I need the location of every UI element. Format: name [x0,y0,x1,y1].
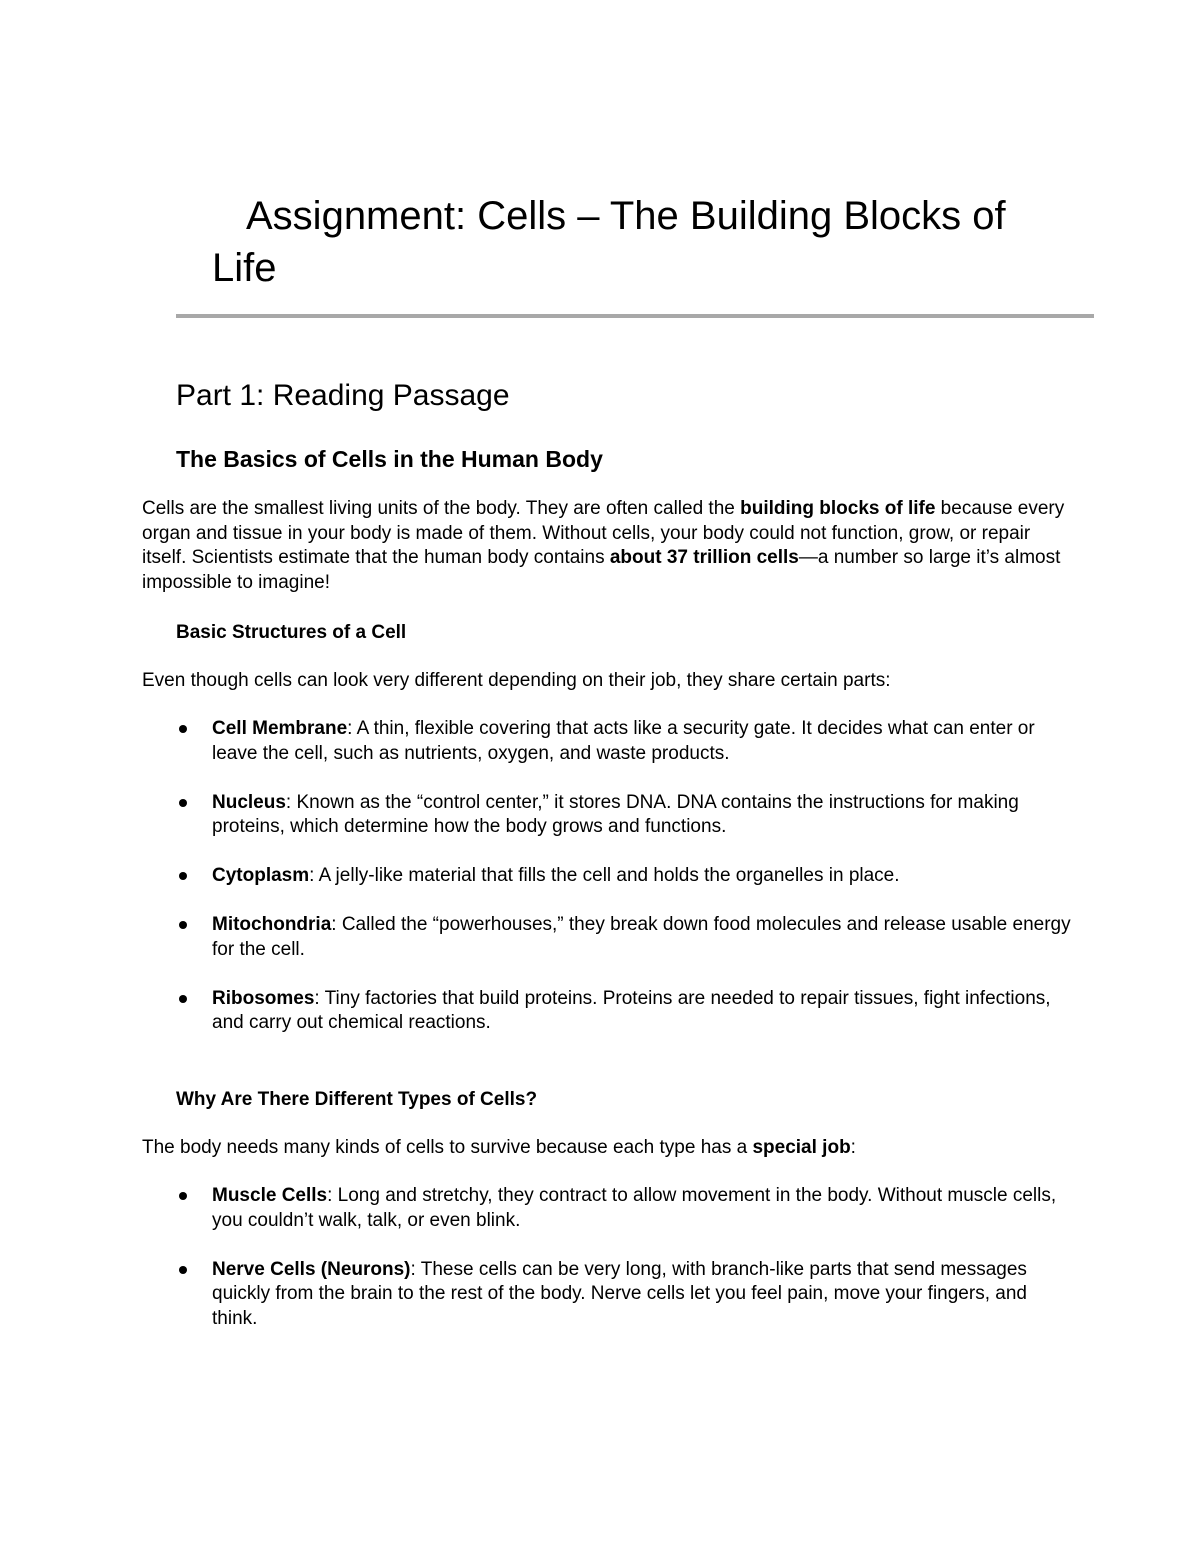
list-item [176,987,1076,1036]
title-divider [176,314,1094,318]
structures-list [176,717,1076,1060]
bullet-icon [179,921,187,929]
section-heading: The Basics of Cells in the Human Body [176,446,603,472]
intro-paragraph [142,497,1072,595]
bullet-icon [179,995,187,1003]
list-item-desc: : A jelly-like material that fills the cell and holds the organelles in place. [309,865,900,886]
bullet-icon [179,725,187,733]
types-heading: Why Are There Different Types of Cells? [176,1089,538,1110]
intro-bold-1: building blocks of life [740,498,936,519]
intro-text-2: because every organ and tissue in your body is made of them. Without cells, your body could not function, grow, or repair itself. Scientists estimate that the human body contains [142,498,1065,568]
list-item [176,913,1076,962]
types-intro-bold: special job [752,1137,851,1158]
list-item [176,1258,1076,1332]
bullet-icon [179,872,187,880]
bullet-icon [179,1266,187,1274]
bullet-icon [179,799,187,807]
list-item [176,791,1076,840]
list-item-desc: : Known as the “control center,” it stores DNA. DNA contains the instructions for making proteins, which determine how the body grows and functions. [212,791,1019,837]
list-item-term: Nerve Cells (Neurons) [212,1258,411,1280]
list-item-term: Ribosomes [212,987,315,1009]
types-intro-text-1: The body needs many kinds of cells to survive because each type has a [142,1137,753,1158]
list-item-term: Cytoplasm [212,865,310,886]
list-item-desc: : Long and stretchy, they contract to allow movement in the body. Without muscle cells, you couldn’t walk, talk, or even blink. [212,1185,1057,1231]
structures-heading: Basic Structures of a Cell [176,622,407,643]
list-item-term: Cell Membrane [212,718,348,739]
list-item-desc: : A thin, flexible covering that acts like a security gate. It decides what can enter or leave the cell, such as nutrients, oxygen, and waste products. [212,718,1035,764]
list-item [176,1184,1076,1233]
structures-intro: Even though cells can look very different depending on their job, they share certain parts: [142,670,891,691]
document-title: Assignment: Cells – The Building Blocks of Life [212,194,1006,290]
intro-text-3: —a number so large it’s almost impossible to imagine! [142,547,1061,593]
intro-bold-2: about 37 trillion cells [609,547,799,568]
list-item-desc: : These cells can be very long, with branch-like parts that send messages quickly from the brain to the rest of the body. Nerve cells let you feel pain, move your fingers, and think. [212,1258,1027,1329]
list-item-term: Mitochondria [212,914,332,935]
types-list [176,1184,1076,1356]
list-item [176,864,1076,889]
types-intro-text-2: : [850,1137,856,1158]
list-item-desc: : Called the “powerhouses,” they break down food molecules and release usable energy for the cell. [212,914,1071,960]
intro-text-1: Cells are the smallest living units of the body. They are often called the [142,498,741,519]
types-intro [142,1136,1072,1161]
list-item-term: Nucleus [212,791,286,813]
list-item-desc: : Tiny factories that build proteins. Proteins are needed to repair tissues, fight infections, and carry out chemical reactions. [212,987,1051,1033]
list-item [176,717,1076,766]
bullet-icon [179,1192,187,1200]
part-heading: Part 1: Reading Passage [176,379,510,412]
list-item-term: Muscle Cells [212,1185,328,1206]
